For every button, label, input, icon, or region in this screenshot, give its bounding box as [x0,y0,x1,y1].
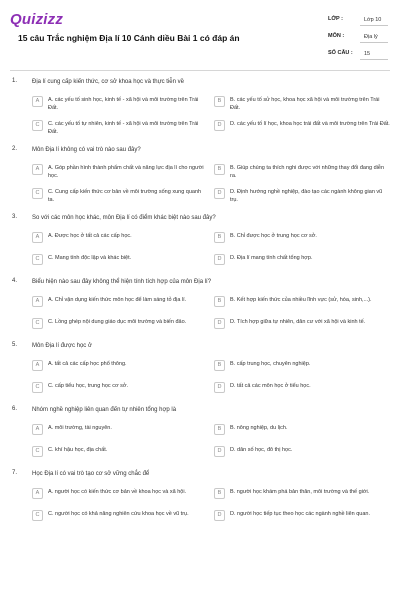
option-letter-badge: B [214,232,225,243]
meta-label: MÔN : [328,33,345,39]
option-b[interactable] [214,488,394,502]
option-letter-badge: C [32,446,43,457]
option-text: A. tất cả các cấp học phổ thông. [48,361,127,367]
question-item [12,78,400,136]
option-letter-badge: A [32,232,43,243]
meta-value-count: 15 [360,48,388,60]
options-grid [32,96,394,136]
option-text: A. Được học ở tất cả các cấp học. [48,233,132,239]
meta-label: LỚP : [328,16,343,22]
option-letter-badge: C [32,382,43,393]
option-letter-badge: A [32,424,43,435]
option-letter-badge: A [32,360,43,371]
meta-panel [328,14,390,65]
option-letter-badge: D [214,382,225,393]
option-letter-badge: B [214,296,225,307]
options-grid [32,424,394,460]
option-a[interactable] [32,488,212,502]
option-letter-badge: A [32,488,43,499]
option-text: C. Lồng ghép nội dung giáo dục môi trường và biến đảo. [48,319,187,325]
meta-value-class: Lớp 10 [360,14,388,26]
option-c[interactable] [32,188,212,204]
option-c[interactable] [32,120,212,136]
option-d[interactable] [214,446,394,460]
option-d[interactable] [214,382,394,396]
option-d[interactable] [214,120,394,136]
question-list [0,78,400,534]
options-grid [32,232,394,268]
question-item [12,278,400,332]
option-text: B. nông nghiệp, du lịch. [230,425,288,431]
question-number: 6. [12,406,18,412]
option-c[interactable] [32,510,212,524]
option-letter-badge: B [214,360,225,371]
option-letter-badge: D [214,510,225,521]
option-d[interactable] [214,188,394,204]
options-grid [32,164,394,204]
question-item [12,470,400,524]
option-letter-badge: A [32,96,43,107]
header-divider [10,70,390,71]
option-letter-badge: D [214,120,225,131]
option-letter-badge: C [32,254,43,265]
option-text: C. cấp tiểu học, trung học cơ sở. [48,383,128,389]
option-d[interactable] [214,318,394,332]
meta-row-subject [328,31,390,46]
options-grid [32,360,394,396]
option-d[interactable] [214,254,394,268]
question-text: Biểu hiện nào sau đây không thể hiện tính tích hợp của môn Địa lí? [32,279,212,285]
option-text: D. Định hướng nghề nghiệp, đào tạo các ngành không gian vũ trụ. [230,189,383,203]
option-letter-badge: D [214,254,225,265]
question-item [12,214,400,268]
option-text: D. Tích hợp giữa tự nhiên, dân cư với xã hội và kinh tế. [230,319,366,325]
option-text: C. các yếu tố tự nhiên, kinh tế - xã hội và môi trường trên Trái Đất. [48,121,199,135]
option-b[interactable] [214,296,394,310]
option-text: A. các yếu tố sinh học, kinh tế - xã hội và môi trường trên Trái Đất. [48,97,199,111]
option-b[interactable] [214,424,394,438]
page-title: 15 câu Trắc nghiệm Địa lí 10 Cánh diều Bài 1 có đáp án [18,33,240,43]
option-letter-badge: B [214,164,225,175]
option-letter-badge: D [214,188,225,199]
option-letter-badge: B [214,488,225,499]
option-a[interactable] [32,164,212,180]
question-number: 7. [12,470,18,476]
question-text: Môn Địa lí không có vai trò nào sau đây? [32,147,141,153]
question-text: Môn Địa lí được học ở [32,343,92,349]
meta-label: SỐ CÂU : [328,50,353,56]
option-letter-badge: A [32,296,43,307]
option-text: D. tất cả các môn học ở tiểu học. [230,383,311,389]
option-text: D. Địa lí mang tính chất tổng hợp. [230,255,313,261]
option-text: C. Mang tính độc lập và khác biệt. [48,255,132,261]
option-b[interactable] [214,164,394,180]
option-a[interactable] [32,360,212,374]
option-text: B. người học khám phá bản thân, môi trường và thế giới. [230,489,370,495]
option-letter-badge: B [214,424,225,435]
question-item [12,146,400,204]
option-b[interactable] [214,232,394,246]
meta-value-subject: Địa lý [360,31,388,43]
option-a[interactable] [32,424,212,438]
option-text: C. Cung cấp kiến thức cơ bản về môi trường sống xung quanh ta. [48,189,202,203]
question-text: So với các môn học khác, môn Địa lí có điểm khác biệt nào sau đây? [32,215,216,221]
option-letter-badge: C [32,188,43,199]
meta-row-count [328,48,390,63]
option-a[interactable] [32,232,212,246]
worksheet-header [0,0,400,70]
option-letter-badge: D [214,446,225,457]
option-letter-badge: A [32,164,43,175]
question-text: Nhóm nghề nghiệp liên quan đến tự nhiên tổng hợp là [32,407,177,413]
options-grid [32,296,394,332]
question-item [12,342,400,396]
option-text: B. Giúp chúng ta thích nghi được với những thay đổi đang diễn ra. [230,165,385,179]
option-text: A. người học có kiến thức cơ bản về khoa học và xã hội. [48,489,187,495]
option-letter-badge: D [214,318,225,329]
option-c[interactable] [32,254,212,268]
question-text: Học Địa lí có vai trò tạo cơ sở vững chắc để [32,471,150,477]
option-letter-badge: C [32,318,43,329]
question-text: Địa lí cung cấp kiến thức, cơ sở khoa học và thực tiễn về [32,79,184,85]
question-number: 2. [12,146,18,152]
option-b[interactable] [214,96,394,112]
option-text: A. Góp phần hình thành phẩm chất và năng lực địa lí cho người học. [48,165,204,179]
meta-row-class [328,14,390,29]
option-a[interactable] [32,96,212,112]
question-item [12,406,400,460]
option-c[interactable] [32,446,212,460]
quizizz-logo: Quizizz [10,11,64,28]
option-text: A. Chỉ vận dụng kiến thức môn học để làm sáng tỏ địa lí. [48,297,187,303]
option-c[interactable] [32,318,212,332]
question-number: 5. [12,342,18,348]
option-text: B. Chỉ được học ở trung học cơ sở. [230,233,317,239]
option-text: D. dân số học, đô thị học. [230,447,293,453]
question-number: 3. [12,214,18,220]
options-grid [32,488,394,524]
option-text: A. môi trường, tài nguyên. [48,425,112,431]
question-number: 4. [12,278,18,284]
option-letter-badge: B [214,96,225,107]
option-text: B. cấp trung học, chuyên nghiệp. [230,361,311,367]
option-text: D. người học tiếp tục theo học các ngành nghề liên quan. [230,511,370,517]
option-text: B. các yếu tố sử học, khoa học xã hội và môi trường trên Trái Đất. [230,97,380,111]
option-d[interactable] [214,510,394,524]
option-letter-badge: C [32,510,43,521]
option-text: B. Kết hợp kiến thức của nhiều lĩnh vực (sử, hóa, sinh,...). [230,297,372,303]
option-c[interactable] [32,382,212,396]
option-text: C. khí hậu học, địa chất. [48,447,108,453]
option-text: D. các yếu tố lí học, khoa học trái đất và môi trường trên Trái Đất. [230,121,390,127]
option-text: C. người học có khả năng nghiên cứu khoa học về vũ trụ. [48,511,189,517]
option-a[interactable] [32,296,212,310]
option-b[interactable] [214,360,394,374]
option-letter-badge: C [32,120,43,131]
question-number: 1. [12,78,18,84]
